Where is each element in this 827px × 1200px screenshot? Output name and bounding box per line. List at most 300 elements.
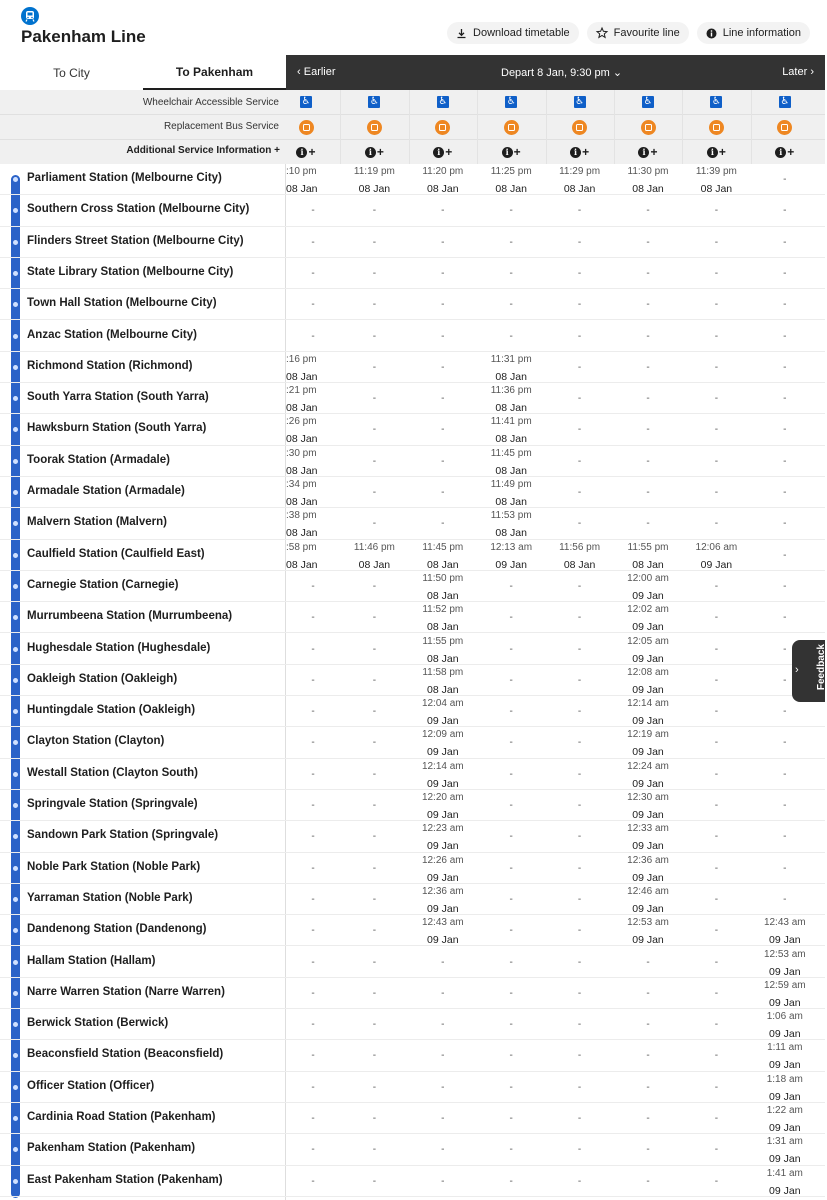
departure-time: 12:46 am bbox=[627, 885, 669, 897]
departure-date: 09 Jan bbox=[427, 777, 459, 790]
station-name[interactable]: Armadale Station (Armadale) bbox=[27, 485, 185, 497]
departure-time: 12:30 am bbox=[627, 792, 669, 803]
departure-date: 08 Jan bbox=[286, 183, 318, 195]
station-name[interactable]: Oakleigh Station (Oakleigh) bbox=[27, 672, 178, 685]
departure-time: 11:31 pm bbox=[490, 353, 532, 365]
departure-cell bbox=[682, 1009, 750, 1040]
earlier-button[interactable] bbox=[297, 66, 336, 78]
station-row bbox=[0, 947, 286, 978]
service-info-button[interactable] bbox=[296, 147, 315, 158]
timetable-row bbox=[286, 1040, 825, 1071]
station-stop-dot bbox=[13, 709, 18, 714]
departure-cell bbox=[340, 915, 408, 946]
station-name[interactable]: Anzac Station (Melbourne City) bbox=[27, 328, 197, 341]
no-service-dash: - bbox=[372, 455, 377, 467]
departure-cell bbox=[751, 1009, 819, 1040]
later-label: Later bbox=[782, 66, 808, 78]
station-name[interactable]: Toorak Station (Armadale) bbox=[27, 453, 170, 466]
no-service-dash: - bbox=[783, 831, 787, 843]
line-information-button[interactable] bbox=[697, 22, 810, 44]
no-service-dash: - bbox=[372, 580, 377, 592]
service-info-button[interactable] bbox=[365, 147, 384, 158]
timetable-row bbox=[286, 383, 825, 414]
departure-cell bbox=[409, 790, 477, 821]
wheelchair-icon: ♿ bbox=[369, 96, 379, 107]
departure-date: 08 Jan bbox=[427, 621, 459, 634]
no-service-dash: - bbox=[372, 987, 377, 999]
departure-cell bbox=[546, 915, 614, 946]
no-service-dash: - bbox=[311, 267, 315, 279]
no-service-dash: - bbox=[714, 330, 719, 342]
departure-time: 1:11 am bbox=[767, 1042, 803, 1054]
no-service-dash: - bbox=[441, 424, 445, 436]
station-row bbox=[0, 289, 286, 320]
service-info-button[interactable] bbox=[570, 147, 589, 158]
replacement-bus-cell bbox=[614, 120, 682, 135]
no-service-dash: - bbox=[311, 987, 315, 999]
station-name[interactable]: Town Hall Station (Melbourne City) bbox=[27, 297, 217, 310]
no-service-dash: - bbox=[646, 236, 650, 248]
departure-date: 09 Jan bbox=[632, 902, 664, 915]
no-service-dash: - bbox=[372, 706, 377, 718]
no-service-dash: - bbox=[577, 1019, 582, 1031]
depart-time-selector[interactable] bbox=[501, 66, 622, 79]
station-name[interactable]: Carnegie Station (Carnegie) bbox=[27, 578, 179, 591]
plus-icon: + bbox=[308, 145, 316, 159]
departure-cell bbox=[614, 540, 682, 571]
departure-cell bbox=[546, 665, 614, 696]
no-service-dash: - bbox=[646, 361, 650, 373]
departure-cell bbox=[751, 571, 819, 602]
departure-cell bbox=[546, 1072, 614, 1103]
no-service-dash: - bbox=[783, 893, 787, 905]
departure-cell bbox=[614, 446, 682, 477]
departure-cell bbox=[340, 602, 408, 633]
no-service-dash: - bbox=[783, 299, 787, 311]
no-service-dash: - bbox=[714, 393, 719, 405]
no-service-dash: - bbox=[646, 205, 650, 217]
no-service-dash: - bbox=[311, 612, 315, 624]
station-name[interactable]: Officer Station (Officer) bbox=[27, 1079, 155, 1092]
no-service-dash: - bbox=[441, 1175, 445, 1187]
departure-cell bbox=[477, 1166, 545, 1197]
station-row bbox=[0, 571, 286, 602]
no-service-dash: - bbox=[714, 424, 719, 436]
no-service-dash: - bbox=[783, 267, 787, 279]
station-name[interactable]: State Library Station (Melbourne City) bbox=[27, 265, 234, 278]
station-name[interactable]: Beaconsfield Station (Beaconsfield) bbox=[27, 1048, 224, 1061]
no-service-dash: - bbox=[372, 800, 377, 811]
departure-cell bbox=[477, 508, 545, 539]
departure-date: 09 Jan bbox=[427, 715, 459, 728]
no-service-dash: - bbox=[441, 361, 445, 373]
station-row bbox=[0, 1166, 286, 1197]
no-service-dash: - bbox=[372, 674, 377, 686]
station-name[interactable]: Berwick Station (Berwick) bbox=[27, 1017, 169, 1030]
departure-time: 12:00 am bbox=[627, 572, 669, 584]
departure-date: 08 Jan bbox=[358, 183, 391, 195]
departure-date: 09 Jan bbox=[632, 589, 664, 602]
no-service-dash: - bbox=[372, 267, 377, 279]
station-name[interactable]: Cardinia Road Station (Pakenham) bbox=[27, 1111, 216, 1123]
plus-icon: + bbox=[376, 145, 384, 159]
no-service-dash: - bbox=[372, 299, 377, 311]
replacement-bus-cell bbox=[340, 120, 408, 135]
departure-cell bbox=[614, 759, 682, 790]
station-name[interactable]: Hughesdale Station (Hughesdale) bbox=[27, 641, 211, 654]
no-service-dash: - bbox=[646, 1019, 650, 1031]
departure-cell bbox=[546, 227, 614, 258]
departure-cell bbox=[477, 352, 545, 383]
column-separator bbox=[477, 90, 478, 164]
departure-cell bbox=[409, 1072, 477, 1103]
no-service-dash: - bbox=[509, 800, 513, 811]
departure-cell bbox=[477, 915, 545, 946]
station-name[interactable]: Malvern Station (Malvern) bbox=[27, 516, 167, 529]
departure-cell bbox=[272, 289, 340, 320]
no-service-dash: - bbox=[577, 612, 582, 624]
departure-date: 08 Jan bbox=[286, 496, 318, 508]
station-stop-dot bbox=[13, 302, 18, 307]
station-name[interactable]: Clayton Station (Clayton) bbox=[27, 735, 165, 748]
no-service-dash: - bbox=[783, 612, 787, 624]
no-service-dash: - bbox=[577, 424, 582, 436]
station-stop-dot bbox=[13, 1116, 18, 1121]
timetable-row bbox=[286, 978, 825, 1009]
no-service-dash: - bbox=[646, 267, 650, 279]
departure-time: :16 pm bbox=[286, 353, 317, 365]
station-name[interactable]: Huntingdale Station (Oakleigh) bbox=[27, 704, 196, 717]
departure-time: 11:30 pm bbox=[627, 166, 669, 177]
departure-cell bbox=[340, 258, 408, 289]
station-stop-dot bbox=[13, 365, 18, 370]
station-name[interactable]: South Yarra Station (South Yarra) bbox=[27, 391, 209, 404]
departure-cell bbox=[546, 947, 614, 978]
service-info-button[interactable] bbox=[707, 147, 726, 158]
no-service-dash: - bbox=[577, 800, 582, 811]
departure-cell bbox=[272, 853, 340, 884]
departure-cell bbox=[751, 947, 819, 978]
no-service-dash: - bbox=[509, 299, 513, 311]
departure-time: :30 pm bbox=[286, 447, 317, 459]
no-service-dash: - bbox=[714, 831, 719, 843]
station-name[interactable]: Southern Cross Station (Melbourne City) bbox=[27, 203, 250, 216]
departure-cell bbox=[272, 383, 340, 414]
no-service-dash: - bbox=[783, 800, 787, 811]
bus-icon bbox=[572, 120, 587, 135]
no-service-dash: - bbox=[714, 236, 719, 248]
departure-time: 11:52 pm bbox=[422, 604, 464, 616]
column-separator bbox=[340, 90, 341, 164]
no-service-dash: - bbox=[577, 1175, 582, 1187]
departure-cell bbox=[682, 227, 750, 258]
departure-date: 08 Jan bbox=[632, 183, 664, 195]
departure-cell bbox=[751, 352, 819, 383]
earlier-label: Earlier bbox=[303, 66, 336, 78]
departure-cell bbox=[477, 540, 545, 571]
no-service-dash: - bbox=[311, 1081, 315, 1093]
departure-cell bbox=[409, 477, 477, 508]
no-service-dash: - bbox=[714, 925, 719, 937]
timetable-row bbox=[286, 790, 825, 821]
departure-cell bbox=[751, 321, 819, 352]
departure-date: 08 Jan bbox=[495, 402, 527, 415]
station-name[interactable]: Narre Warren Station (Narre Warren) bbox=[27, 985, 225, 998]
no-service-dash: - bbox=[646, 424, 650, 436]
no-service-dash: - bbox=[577, 643, 582, 655]
departure-cell bbox=[340, 164, 408, 195]
no-service-dash: - bbox=[372, 330, 377, 342]
departure-cell bbox=[546, 978, 614, 1009]
no-service-dash: - bbox=[714, 800, 719, 811]
timetable-row bbox=[286, 289, 825, 320]
departure-cell bbox=[682, 602, 750, 633]
departure-date: 09 Jan bbox=[632, 934, 664, 947]
departure-cell bbox=[751, 1134, 819, 1165]
departure-date: 09 Jan bbox=[769, 1153, 801, 1166]
departure-cell bbox=[546, 321, 614, 352]
departure-date: 09 Jan bbox=[769, 1184, 801, 1197]
departure-date: 08 Jan bbox=[632, 558, 664, 571]
wheelchair-icon: ♿ bbox=[301, 96, 311, 107]
station-row bbox=[0, 696, 286, 727]
no-service-dash: - bbox=[714, 1113, 719, 1124]
no-service-dash: - bbox=[372, 612, 377, 624]
station-name[interactable]: Springvale Station (Springvale) bbox=[27, 798, 198, 810]
no-service-dash: - bbox=[441, 1081, 445, 1093]
timetable-row bbox=[286, 634, 825, 665]
departure-cell bbox=[272, 1040, 340, 1071]
service-info-button[interactable] bbox=[433, 147, 452, 158]
departure-cell bbox=[409, 321, 477, 352]
no-service-dash: - bbox=[372, 236, 377, 248]
departure-date: 08 Jan bbox=[495, 183, 527, 195]
departure-cell bbox=[546, 540, 614, 571]
departure-date: 09 Jan bbox=[495, 558, 527, 571]
departure-cell bbox=[682, 1103, 750, 1134]
no-service-dash: - bbox=[372, 361, 377, 373]
departure-cell bbox=[614, 915, 682, 946]
departure-cell bbox=[546, 164, 614, 195]
departure-cell bbox=[272, 1072, 340, 1103]
departure-cell bbox=[272, 727, 340, 758]
departure-cell bbox=[340, 227, 408, 258]
no-service-dash: - bbox=[509, 987, 513, 999]
station-name[interactable]: Sandown Park Station (Springvale) bbox=[27, 829, 219, 842]
departure-cell bbox=[614, 1009, 682, 1040]
station-name[interactable]: Hallam Station (Hallam) bbox=[27, 954, 156, 967]
station-name[interactable]: Parliament Station (Melbourne City) bbox=[27, 172, 222, 184]
departure-cell bbox=[614, 321, 682, 352]
no-service-dash: - bbox=[441, 267, 445, 279]
timetable-row bbox=[286, 352, 825, 383]
departure-time: 12:53 am bbox=[763, 948, 806, 960]
departure-cell bbox=[340, 1166, 408, 1197]
station-name[interactable]: East Pakenham Station (Pakenham) bbox=[27, 1173, 223, 1186]
info-icon: i bbox=[365, 147, 376, 158]
no-service-dash: - bbox=[509, 612, 513, 624]
no-service-dash: - bbox=[311, 862, 315, 874]
departure-date: 09 Jan bbox=[769, 1059, 801, 1072]
departure-cell bbox=[682, 1072, 750, 1103]
timetable-row bbox=[286, 853, 825, 884]
departure-cell bbox=[546, 1040, 614, 1071]
no-service-dash: - bbox=[646, 1175, 650, 1187]
station-stop-dot bbox=[13, 1053, 18, 1058]
departure-time: 12:43 am bbox=[763, 917, 806, 929]
wheelchair-cell bbox=[546, 96, 614, 108]
bus-icon bbox=[709, 120, 724, 135]
departure-cell bbox=[272, 821, 340, 852]
departure-cell bbox=[272, 540, 340, 571]
plus-icon: + bbox=[445, 145, 453, 159]
departure-cell bbox=[751, 602, 819, 633]
departure-cell bbox=[409, 602, 477, 633]
bus-icon bbox=[777, 120, 792, 135]
station-stop-dot bbox=[13, 427, 18, 432]
departure-time: 11:25 pm bbox=[490, 166, 532, 177]
departure-time: 11:45 pm bbox=[422, 541, 464, 553]
station-name[interactable]: Pakenham Station (Pakenham) bbox=[27, 1142, 196, 1155]
no-service-dash: - bbox=[441, 487, 445, 498]
no-service-dash: - bbox=[783, 768, 787, 780]
direction-tabs bbox=[0, 55, 286, 90]
departure-cell bbox=[751, 164, 819, 195]
favourite-line-button[interactable] bbox=[587, 22, 689, 44]
departure-time: 12:36 am bbox=[421, 885, 464, 897]
station-name[interactable]: Westall Station (Clayton South) bbox=[27, 766, 199, 779]
departure-cell bbox=[682, 696, 750, 727]
download-timetable-button[interactable] bbox=[447, 22, 579, 44]
departure-time: 12:14 am bbox=[421, 760, 464, 772]
no-service-dash: - bbox=[577, 893, 582, 905]
station-row bbox=[0, 446, 286, 477]
station-name[interactable]: Noble Park Station (Noble Park) bbox=[27, 860, 201, 873]
later-button[interactable] bbox=[782, 66, 814, 78]
departure-cell bbox=[409, 665, 477, 696]
service-info-button[interactable] bbox=[638, 147, 657, 158]
departure-cell bbox=[477, 978, 545, 1009]
departure-cell bbox=[614, 790, 682, 821]
departure-cell bbox=[477, 884, 545, 915]
station-name[interactable]: Dandenong Station (Dandenong) bbox=[27, 923, 207, 936]
departure-cell bbox=[477, 383, 545, 414]
no-service-dash: - bbox=[783, 393, 787, 405]
departure-date: 09 Jan bbox=[769, 1028, 801, 1041]
no-service-dash: - bbox=[311, 737, 315, 749]
station-row bbox=[0, 321, 286, 352]
station-name[interactable]: Yarraman Station (Noble Park) bbox=[27, 891, 193, 904]
header-actions bbox=[447, 22, 810, 44]
station-row bbox=[0, 915, 286, 946]
departure-cell bbox=[340, 665, 408, 696]
departure-cell bbox=[409, 571, 477, 602]
station-row bbox=[0, 853, 286, 884]
no-service-dash: - bbox=[783, 706, 787, 718]
no-service-dash: - bbox=[714, 580, 719, 592]
station-name[interactable]: Flinders Street Station (Melbourne City) bbox=[27, 234, 244, 247]
no-service-dash: - bbox=[311, 1019, 315, 1031]
station-row bbox=[0, 227, 286, 258]
station-row bbox=[0, 978, 286, 1009]
no-service-dash: - bbox=[577, 236, 582, 248]
departure-cell bbox=[409, 289, 477, 320]
departure-cell bbox=[751, 383, 819, 414]
info-icon: i bbox=[707, 147, 718, 158]
departure-date: 08 Jan bbox=[286, 464, 318, 477]
no-service-dash: - bbox=[714, 862, 719, 874]
departure-cell bbox=[614, 1166, 682, 1197]
station-stop-dot bbox=[13, 960, 18, 965]
departure-cell bbox=[340, 289, 408, 320]
departure-cell bbox=[614, 477, 682, 508]
no-service-dash: - bbox=[577, 674, 582, 686]
wheelchair-icon: ♿ bbox=[780, 96, 790, 107]
no-service-dash: - bbox=[311, 236, 315, 248]
departure-cell bbox=[682, 727, 750, 758]
station-name[interactable]: Hawksburn Station (South Yarra) bbox=[27, 422, 207, 435]
service-info-cell bbox=[546, 147, 614, 158]
station-stop-dot bbox=[13, 1179, 18, 1184]
replacement-bus-cell bbox=[477, 120, 545, 135]
station-name[interactable]: Caulfield Station (Caulfield East) bbox=[27, 547, 205, 560]
no-service-dash: - bbox=[372, 1019, 377, 1031]
no-service-dash: - bbox=[783, 455, 787, 467]
departure-cell bbox=[751, 1103, 819, 1134]
departure-cell bbox=[272, 321, 340, 352]
departure-time: 11:41 pm bbox=[490, 416, 532, 428]
station-row bbox=[0, 195, 286, 226]
departure-date: 09 Jan bbox=[769, 965, 801, 978]
departure-date: 08 Jan bbox=[427, 183, 459, 195]
timetable-row bbox=[286, 696, 825, 727]
departure-cell bbox=[340, 696, 408, 727]
departure-cell bbox=[477, 634, 545, 665]
departure-cell bbox=[682, 915, 750, 946]
tab-to-city[interactable]: To City bbox=[53, 65, 90, 80]
replacement-bus-cell bbox=[546, 120, 614, 135]
departure-cell bbox=[477, 602, 545, 633]
tab-to-pakenham[interactable]: To Pakenham bbox=[143, 55, 286, 90]
departure-cell bbox=[340, 790, 408, 821]
station-stop-dot bbox=[13, 1147, 18, 1152]
service-info-button[interactable] bbox=[775, 147, 794, 158]
no-service-dash: - bbox=[714, 768, 719, 780]
station-name[interactable]: Richmond Station (Richmond) bbox=[27, 359, 193, 372]
departure-cell bbox=[477, 696, 545, 727]
departure-cell bbox=[546, 727, 614, 758]
no-service-dash: - bbox=[372, 925, 377, 937]
favourite-line-label: Favourite line bbox=[613, 27, 680, 39]
service-info-cell bbox=[340, 147, 408, 158]
no-service-dash: - bbox=[783, 361, 787, 373]
no-service-dash: - bbox=[714, 643, 719, 655]
no-service-dash: - bbox=[577, 361, 582, 373]
station-name[interactable]: Murrumbeena Station (Murrumbeena) bbox=[27, 610, 233, 623]
info-icon: i bbox=[433, 147, 444, 158]
departure-time: :26 pm bbox=[286, 416, 317, 428]
feedback-tab[interactable] bbox=[792, 640, 825, 702]
departure-cell bbox=[272, 446, 340, 477]
service-info-button[interactable] bbox=[502, 147, 521, 158]
station-stop-dot bbox=[13, 1085, 18, 1090]
departure-cell bbox=[682, 759, 750, 790]
additional-info-row-label[interactable]: Additional Service Information + bbox=[126, 145, 280, 156]
departure-date: 08 Jan bbox=[495, 370, 527, 383]
station-stop-dot bbox=[13, 803, 18, 808]
station-stop-dot bbox=[13, 866, 18, 871]
departure-cell bbox=[477, 1009, 545, 1040]
